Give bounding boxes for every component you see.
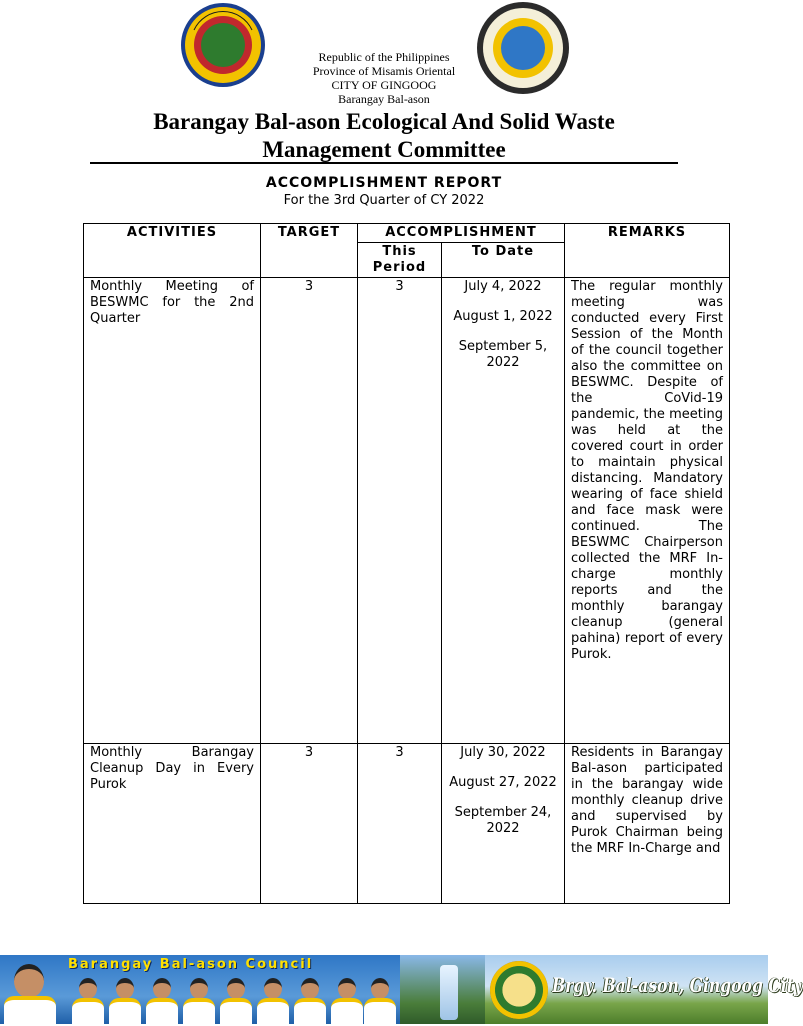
target-cell: 3	[261, 744, 358, 904]
government-header	[0, 50, 768, 106]
report-title: ACCOMPLISHMENT REPORT	[265, 175, 503, 191]
to-date-cell	[442, 744, 565, 904]
council-photo-panel	[0, 955, 400, 1024]
to-date-entry: September 24, 2022	[454, 805, 552, 836]
header-this-period: This Period	[358, 243, 442, 278]
title-divider	[90, 162, 678, 164]
activity-cell: Monthly Barangay Cleanup Day in Every Purok	[84, 744, 261, 904]
table-row	[84, 744, 730, 904]
to-date-entry: September 5, 2022	[458, 339, 548, 370]
to-date-entry: July 30, 2022	[460, 745, 546, 760]
table-row	[84, 278, 730, 744]
council-member-figure	[329, 978, 365, 1024]
footer-banner	[0, 955, 803, 1024]
location-banner-text: Brgy. Bal-ason, Gingoog City	[552, 973, 803, 997]
committee-title	[60, 108, 708, 164]
header-target: TARGET	[261, 224, 358, 278]
council-member-figure	[181, 978, 217, 1024]
council-member-figure	[70, 978, 106, 1024]
to-date-entry: August 27, 2022	[449, 775, 557, 790]
report-subtitle: For the 3rd Quarter of CY 2022	[283, 193, 485, 208]
remarks-cell: The regular monthly meeting was conducted every First Session of the Month of the council together also the committee on BESWMC. Despite of the CoVid-19 pandemic, the meeting was held at the covered court in order to maintain physical distancing. Mandatory wearing of face shield and face mask were continued. The BESWMC Chairperson collected the MRF In-charge monthly reports and the monthly barangay cleanup (general pahina) report of every Purok.	[565, 278, 730, 744]
remarks-cell: Residents in Barangay Bal-ason participated in the barangay wide monthly cleanup drive and supervised by Purok Chairman being the MRF In-Charge and	[565, 744, 730, 904]
header-to-date: To Date	[442, 243, 565, 278]
council-banner-text: Barangay Bal-ason Council	[68, 957, 314, 972]
header-accomplishment: ACCOMPLISHMENT	[358, 224, 565, 243]
gov-line-province: Province of Misamis Oriental	[312, 64, 456, 78]
target-cell: 3	[261, 278, 358, 744]
to-date-entry: August 1, 2022	[453, 309, 553, 324]
gov-line-republic: Republic of the Philippines	[318, 50, 450, 64]
council-member-figure	[144, 978, 180, 1024]
activity-cell: Monthly Meeting of BESWMC for the 2nd Quarter	[84, 278, 261, 744]
waterfall-image	[440, 965, 458, 1020]
barangay-seal-logo	[180, 0, 266, 52]
council-member-figure	[362, 978, 398, 1024]
this-period-cell: 3	[358, 278, 442, 744]
council-member-figure	[255, 978, 291, 1024]
gov-line-barangay: Barangay Bal-ason	[338, 92, 430, 106]
council-member-figure	[292, 978, 328, 1024]
committee-title-line2: Management Committee	[262, 137, 506, 162]
header-remarks: REMARKS	[565, 224, 730, 278]
header-activities: ACTIVITIES	[84, 224, 261, 278]
council-members-photo	[0, 969, 400, 1024]
committee-title-line1: Barangay Bal-ason Ecological And Solid Waste	[153, 109, 615, 134]
to-date-cell	[442, 278, 565, 744]
council-member-figure	[4, 964, 58, 1024]
this-period-cell: 3	[358, 744, 442, 904]
council-member-figure	[218, 978, 254, 1024]
gov-line-city: CITY OF GINGOOG	[331, 78, 437, 92]
council-member-figure	[107, 978, 143, 1024]
accomplishment-table	[83, 223, 730, 904]
city-seal-logo	[475, 0, 571, 52]
barangay-seal-icon	[490, 961, 548, 1019]
to-date-entry: July 4, 2022	[464, 279, 542, 294]
